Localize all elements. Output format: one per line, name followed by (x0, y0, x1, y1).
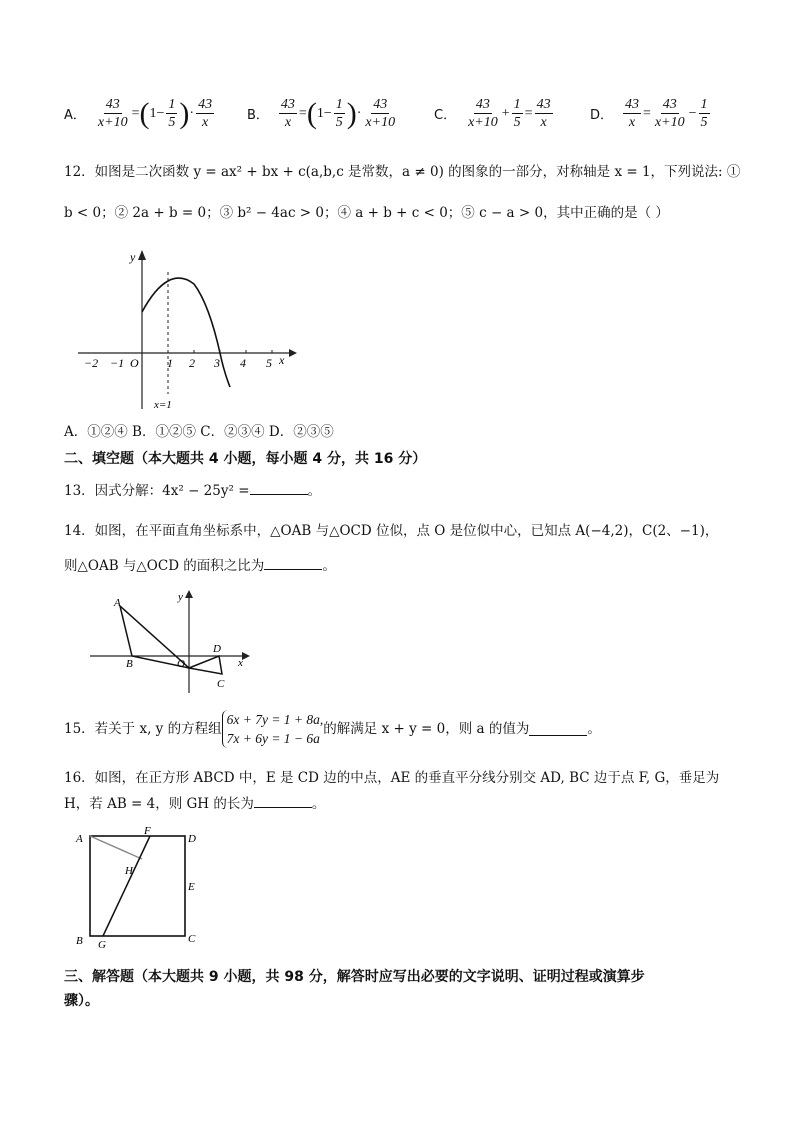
number: 1 (149, 105, 157, 121)
paren-close: ) (179, 96, 190, 130)
point-label-c: C (188, 933, 196, 945)
fraction: $\frac{43}{x+10}$ (365, 97, 396, 130)
q12-line-1: 12．如图是二次函数 y = ax² + bx + c(a,b,c 是常数，a ≠ 0) 的图象的一部分，对称轴是 x = 1，下列说法: ① (64, 164, 741, 180)
fraction: $\frac{1}{5}$ (513, 97, 521, 130)
option-label: B． (247, 108, 269, 123)
equals-sign: = (643, 105, 651, 121)
minus-sign: − (156, 105, 165, 121)
section-3-heading-line-1: 三、解答题（本大题共 9 小题，共 98 分，解答时应写出必要的文字说明、证明过程或演算步 (64, 969, 645, 985)
punctuation: 。 (307, 483, 322, 499)
equation-system (222, 710, 324, 748)
point-label-d: D (188, 833, 196, 845)
tick-label: −1 (110, 356, 125, 370)
equals-sign: = (131, 105, 140, 121)
option-label: D． (590, 108, 614, 123)
q14-line-2 (64, 556, 336, 576)
parabola-figure (74, 244, 304, 414)
y-axis-label: y (130, 250, 136, 264)
point-label-b: B (76, 935, 83, 947)
punctuation: 。 (311, 796, 326, 812)
point-label-h: H (125, 865, 133, 877)
point-label-g: G (98, 939, 106, 950)
fraction: $\frac{43}{x}$ (198, 97, 213, 130)
plus-sign: + (501, 105, 510, 121)
number: 1 (316, 105, 324, 121)
equation-1: 6x + 7y = 1 + 8a, (226, 712, 324, 727)
similarity-figure (86, 588, 256, 698)
q11-option-a (64, 96, 216, 131)
answer-blank (529, 723, 587, 736)
point-label-f: F (144, 826, 151, 837)
answer-blank (250, 482, 308, 495)
segment-ah (90, 836, 142, 859)
paren-close: ) (346, 96, 357, 130)
q14-text: 则△OAB 与△OCD 的面积之比为 (64, 558, 265, 574)
tick-label: 1 (167, 356, 173, 370)
parabola-curve (142, 278, 230, 387)
tick-label: 4 (240, 356, 246, 370)
fraction: $\frac{43}{x}$ (536, 97, 551, 130)
answer-blank (264, 557, 322, 570)
punctuation: 。 (322, 558, 336, 574)
section-2-heading: 二、填空题（本大题共 4 小题，每小题 4 分，共 16 分） (64, 451, 427, 467)
equals-sign: = (298, 105, 307, 121)
point-label-c: C (217, 678, 225, 690)
q14-line-1: 14．如图，在平面直角坐标系中，△OAB 与△OCD 位似，点 O 是位似中心，已知点 A(−4,2)，C(2、−1)， (64, 523, 719, 539)
answer-blank (254, 795, 312, 808)
q13 (64, 481, 321, 501)
paren-open: ( (139, 96, 150, 130)
q15 (64, 710, 601, 748)
dot-sign: · (189, 105, 195, 121)
q11-option-c (434, 96, 555, 131)
point-label-a: A (114, 597, 121, 609)
fraction: $\frac{43}{x+10}$ (654, 97, 685, 130)
q16-line-1: 16．如图，在正方形 ABCD 中，E 是 CD 边的中点，AE 的垂直平分线分别交 AD, BC 边于点 F, G，垂足为 (64, 770, 720, 786)
y-axis-arrow (185, 590, 193, 598)
point-label-d: D (213, 643, 221, 655)
fraction: $\frac{43}{x}$ (625, 97, 640, 130)
punctuation: 。 (587, 721, 601, 737)
y-axis-label: y (178, 591, 183, 603)
tick-label: 5 (266, 356, 272, 370)
option-label: A． (64, 108, 86, 123)
symmetry-label: x=1 (154, 399, 172, 411)
fraction: $\frac{1}{5}$ (335, 97, 343, 130)
tick-label: 3 (214, 356, 220, 370)
x-axis-arrow (289, 349, 297, 357)
minus-sign: − (688, 105, 697, 121)
dot-sign: · (356, 105, 362, 121)
tick-label: 2 (189, 356, 195, 370)
fraction: $\frac{1}{5}$ (168, 97, 176, 130)
point-label-b: B (126, 658, 133, 670)
square-abcd (90, 836, 185, 936)
square-figure (72, 826, 212, 950)
fraction: $\frac{1}{5}$ (700, 97, 708, 130)
q11-option-d (590, 96, 712, 131)
fraction: $\frac{43}{x+10}$ (468, 97, 498, 130)
q15-prefix: 15．若关于 x, y 的方程组 (64, 721, 222, 737)
segment-fg (103, 836, 150, 936)
q12-options: A．①②④ B．①②⑤ C．②③④ D．②③⑤ (64, 424, 334, 440)
q13-text: 13．因式分解：4x² − 25y² = (64, 483, 250, 499)
triangle-ocd (189, 656, 222, 674)
paren-open: ( (306, 96, 317, 130)
fraction: $\frac{43}{x+10}$ (97, 97, 128, 130)
minus-sign: − (323, 105, 332, 121)
equation-2: 7x + 6y = 1 − 6a (226, 731, 320, 746)
tick-label: −2 (84, 356, 99, 370)
equals-sign: = (524, 105, 533, 121)
y-axis-arrow (138, 250, 146, 260)
origin-label: O (130, 356, 139, 370)
point-label-e: E (188, 881, 195, 893)
q11-option-b (247, 96, 399, 131)
q16-line-2 (64, 794, 325, 814)
x-axis-label: x (279, 353, 285, 367)
x-axis-arrow (242, 652, 250, 660)
q12-line-2: b < 0；② 2a + b = 0；③ b² − 4ac > 0；④ a + b + c < 0；⑤ c − a > 0，其中正确的是（ ） (64, 205, 669, 221)
fraction: $\frac{43}{x}$ (280, 97, 295, 130)
point-label-a: A (76, 833, 83, 845)
q16-text: H，若 AB = 4，则 GH 的长为 (64, 796, 254, 812)
section-3-heading-line-2: 骤）。 (64, 993, 99, 1009)
x-axis-label: x (238, 657, 243, 669)
option-label: C． (434, 108, 457, 123)
point-label-o: O (177, 658, 185, 670)
q15-suffix: 的解满足 x + y = 0，则 a 的值为 (323, 721, 530, 737)
